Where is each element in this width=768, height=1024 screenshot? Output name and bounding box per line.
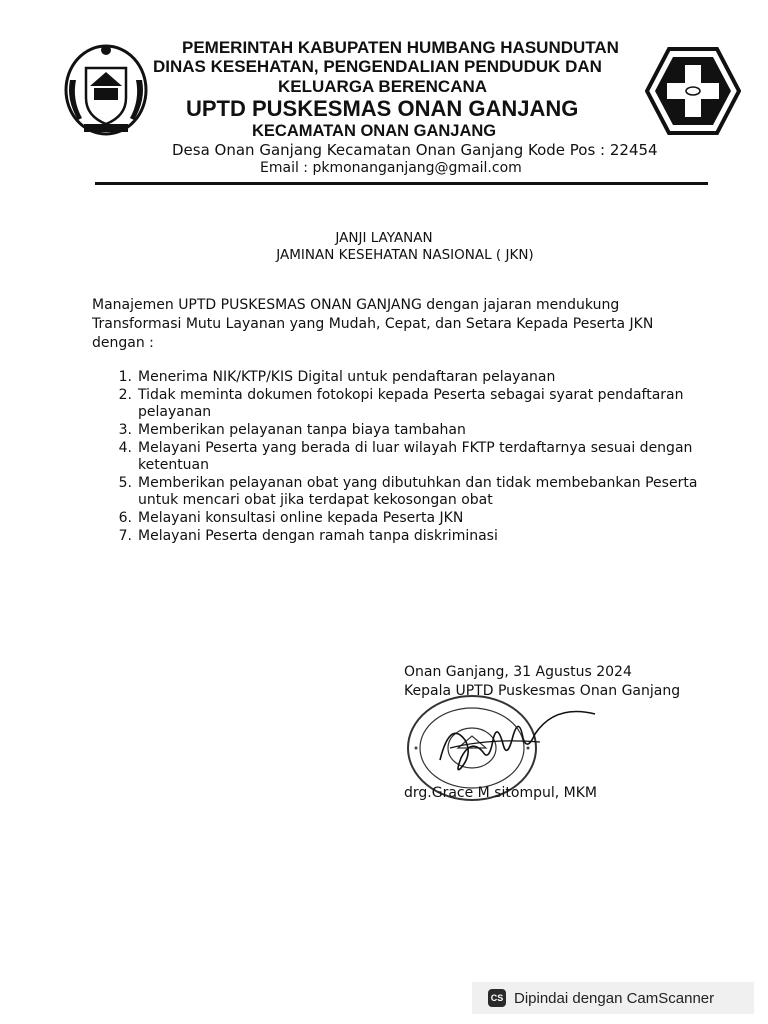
list-item-number: 3. bbox=[118, 422, 132, 438]
signatory-name: drg.Grace M sitompul, MKM bbox=[404, 785, 597, 801]
list-item-number: 5. bbox=[118, 475, 132, 491]
letterhead-address: Desa Onan Ganjang Kecamatan Onan Ganjang Kode Pos : 22454 bbox=[172, 141, 658, 159]
letterhead-divider bbox=[95, 182, 708, 185]
intro-line-3: dengan : bbox=[92, 335, 154, 351]
list-item bbox=[110, 387, 730, 421]
list-item bbox=[110, 528, 730, 545]
document-title: JANJI LAYANAN bbox=[335, 230, 433, 246]
list-item bbox=[110, 510, 730, 527]
letterhead-email: Email : pkmonanganjang@gmail.com bbox=[260, 160, 522, 176]
service-commitment-list bbox=[110, 369, 730, 546]
intro-line-1: Manajemen UPTD PUSKESMAS ONAN GANJANG dengan jajaran mendukung bbox=[92, 297, 620, 313]
letterhead-subtitle: KECAMATAN ONAN GANJANG bbox=[252, 122, 497, 140]
letterhead-title: UPTD PUSKESMAS ONAN GANJANG bbox=[186, 96, 579, 121]
document-subtitle: JAMINAN KESEHATAN NASIONAL ( JKN) bbox=[276, 247, 534, 263]
list-item bbox=[110, 475, 730, 509]
letterhead-line-2: DINAS KESEHATAN, PENGENDALIAN PENDUDUK DAN bbox=[153, 57, 602, 76]
camscanner-icon: CS bbox=[488, 989, 506, 1007]
signature-role: Kepala UPTD Puskesmas Onan Ganjang bbox=[404, 683, 681, 699]
regency-coat-of-arms-icon bbox=[60, 40, 152, 138]
list-item-number: 2. bbox=[118, 387, 132, 403]
list-item-text: Melayani konsultasi online kepada Peserta JKN bbox=[138, 510, 464, 526]
list-item-text: Memberikan pelayanan obat yang dibutuhkan dan tidak membebankan Peserta untuk mencari obat jika terdapat kekosongan obat bbox=[138, 475, 698, 508]
letterhead-line-3: KELUARGA BERENCANA bbox=[278, 77, 488, 96]
list-item bbox=[110, 422, 730, 439]
camscanner-text: Dipindai dengan CamScanner bbox=[514, 989, 715, 1007]
camscanner-badge bbox=[472, 982, 754, 1014]
list-item-text: Menerima NIK/KTP/KIS Digital untuk pendaftaran pelayanan bbox=[138, 369, 556, 385]
list-item-number: 6. bbox=[118, 510, 132, 526]
list-item-text: Memberikan pelayanan tanpa biaya tambahan bbox=[138, 422, 466, 438]
intro-line-2: Transformasi Mutu Layanan yang Mudah, Cepat, dan Setara Kepada Peserta JKN bbox=[92, 316, 654, 332]
list-item-text: Melayani Peserta yang berada di luar wilayah FKTP terdaftarnya sesuai dengan ketentuan bbox=[138, 440, 693, 473]
list-item-number: 1. bbox=[118, 369, 132, 385]
letterhead-line-1: PEMERINTAH KABUPATEN HUMBANG HASUNDUTAN bbox=[182, 38, 619, 57]
list-item-number: 7. bbox=[118, 528, 132, 544]
signature-place-date: Onan Ganjang, 31 Agustus 2024 bbox=[404, 664, 632, 680]
handwritten-signature-icon bbox=[430, 700, 610, 780]
list-item-number: 4. bbox=[118, 440, 132, 456]
puskesmas-cross-icon bbox=[645, 45, 741, 137]
list-item-text: Melayani Peserta dengan ramah tanpa diskriminasi bbox=[138, 528, 498, 544]
list-item-text: Tidak meminta dokumen fotokopi kepada Peserta sebagai syarat pendaftaran pelayanan bbox=[138, 387, 684, 420]
list-item bbox=[110, 369, 730, 386]
list-item bbox=[110, 440, 730, 474]
intro-paragraph bbox=[92, 296, 712, 353]
